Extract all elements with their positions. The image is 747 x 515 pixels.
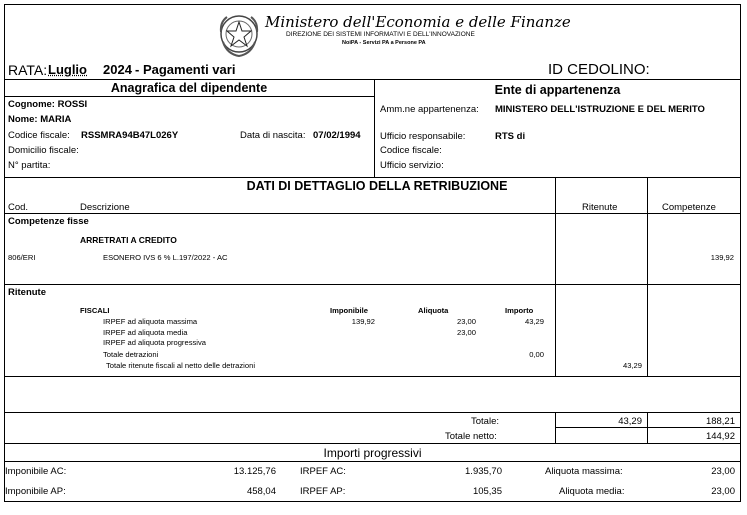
ente-title: Ente di appartenenza [494, 83, 621, 97]
importo-header: Importo [505, 306, 534, 315]
codice-fiscale-value: RSSMRA94B47L026Y [81, 130, 179, 141]
irpef-ac-label: IRPEF AC: [300, 466, 346, 477]
rata-year: 2024 [103, 62, 132, 77]
totale-netto-label: Totale netto: [445, 431, 497, 442]
progressivi-title: Importi progressivi [323, 446, 422, 460]
aliquota-header: Aliquota [418, 306, 449, 315]
col-competenze-header: Competenze [662, 202, 716, 213]
irpef-ac-value: 1.935,70 [465, 466, 502, 477]
cognome: Cognome: ROSSI [8, 99, 88, 110]
irpef-max-aliquota: 23,00 [456, 317, 476, 326]
aliquota-massima-label: Aliquota massima: [545, 466, 623, 477]
aliquota-massima-value: 23,00 [711, 466, 735, 477]
rata-suffix: - Pagamenti vari [135, 62, 236, 77]
totale-ritenute-fiscali-label: Totale ritenute fiscali al netto delle detrazioni [106, 361, 256, 370]
irpef-media-label: IRPEF ad aliquota media [103, 328, 188, 337]
ufficio-responsabile-label: Ufficio responsabile: [380, 131, 466, 142]
ufficio-servizio: Ufficio servizio: [380, 160, 444, 171]
nome: Nome: MARIA [8, 114, 72, 125]
ufficio-responsabile-value: RTS di [495, 131, 526, 142]
dettaglio-title: DATI DI DETTAGLIO DELLA RETRIBUZIONE [246, 179, 508, 193]
irpef-progressiva-label: IRPEF ad aliquota progressiva [103, 338, 206, 347]
imponibile-header: Imponibile [330, 306, 368, 315]
totale-ritenute: 43,29 [618, 416, 642, 427]
irpef-max-importo: 43,29 [524, 317, 544, 326]
imponibile-ac-label: Imponibile AC: [5, 466, 67, 477]
row-description: ESONERO IVS 6 % L.197/2022 - AC [103, 253, 228, 262]
data-nascita-label: Data di nascita: [240, 130, 306, 141]
rata-month: Luglio [48, 62, 87, 77]
irpef-max-imponibile: 139,92 [351, 317, 375, 326]
competenze-fisse-title: Competenze fisse [8, 216, 89, 227]
numero-partita: N° partita: [8, 160, 51, 171]
ente-codice-fiscale: Codice fiscale: [380, 145, 442, 156]
ministry-title: Ministero dell'Economia e delle Finanze [265, 13, 571, 31]
irpef-ap-label: IRPEF AP: [300, 486, 346, 497]
col-descrizione-header: Descrizione [80, 202, 130, 213]
rata-label: RATA: [8, 62, 48, 78]
irpef-max-label: IRPEF ad aliquota massima [103, 317, 198, 326]
row-competenze: 139,92 [710, 253, 734, 262]
col-ritenute-header: Ritenute [582, 202, 618, 213]
arretrati-a-credito: ARRETRATI A CREDITO [80, 235, 177, 245]
amm-appartenenza-value: MINISTERO DELL'ISTRUZIONE E DEL MERITO [495, 104, 705, 115]
ritenute-title: Ritenute [8, 287, 46, 298]
imponibile-ac-value: 13.125,76 [233, 466, 276, 477]
row-code: 806/ERI [8, 253, 36, 262]
totale-ritenute-fiscali-value: 43,29 [622, 361, 642, 370]
totale-netto-value: 144,92 [705, 431, 735, 442]
col-cod-header: Cod. [8, 202, 29, 213]
amm-appartenenza-label: Amm.ne appartenenza: [380, 104, 479, 115]
totale-label: Totale: [471, 416, 499, 427]
aliquota-media-label: Aliquota media: [559, 486, 625, 497]
id-cedolino-label: ID CEDOLINO: [548, 61, 650, 78]
codice-fiscale-label: Codice fiscale: [8, 130, 70, 141]
service-name: NoiPA - Servizi PA a Persone PA [342, 40, 426, 46]
ministry-emblem [217, 12, 261, 58]
totale-detrazioni-importo: 0,00 [529, 350, 544, 359]
department-name: DIREZIONE DEI SISTEMI INFORMATIVI E DELL'INNOVAZIONE [286, 31, 475, 38]
irpef-ap-value: 105,35 [472, 486, 502, 497]
anagrafica-title: Anagrafica del dipendente [110, 81, 268, 95]
totale-detrazioni-label: Totale detrazioni [103, 350, 159, 359]
imponibile-ap-label: Imponibile AP: [5, 486, 66, 497]
fiscali-label: FISCALI [80, 306, 110, 315]
aliquota-media-value: 23,00 [711, 486, 735, 497]
irpef-media-aliquota: 23,00 [456, 328, 476, 337]
domicilio-fiscale: Domicilio fiscale: [8, 145, 79, 156]
imponibile-ap-value: 458,04 [246, 486, 276, 497]
totale-competenze: 188,21 [705, 416, 735, 427]
data-nascita-value: 07/02/1994 [313, 130, 361, 141]
emblem-icon [217, 12, 261, 58]
